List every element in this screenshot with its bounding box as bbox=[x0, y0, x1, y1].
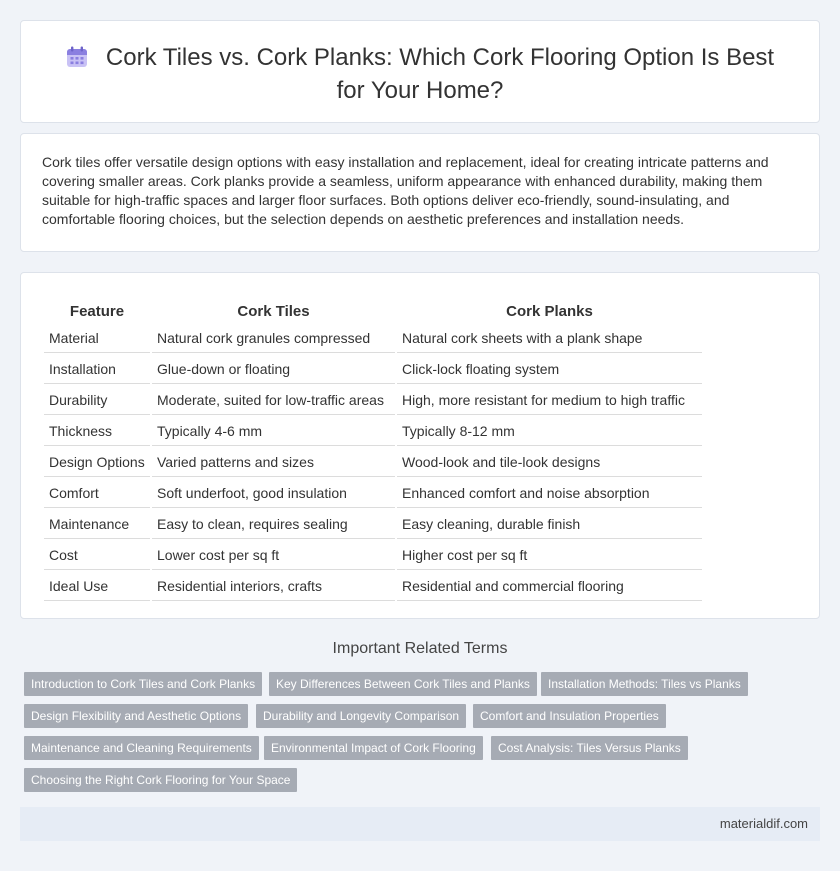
tag-maintenance[interactable]: Maintenance and Cleaning Requirements bbox=[24, 736, 259, 760]
footer-site[interactable]: materialdif.com bbox=[719, 816, 808, 831]
header-cork-tiles: Cork Tiles bbox=[237, 302, 310, 320]
feature-cell: Cost bbox=[44, 541, 150, 570]
table-row bbox=[44, 417, 702, 446]
related-terms-title: Important Related Terms bbox=[332, 640, 508, 657]
comparison-table bbox=[42, 295, 704, 603]
cork-tiles-cell: Moderate, suited for low-traffic areas bbox=[152, 386, 395, 415]
cork-planks-cell: Residential and commercial flooring bbox=[397, 572, 702, 601]
tag-introduction[interactable]: Introduction to Cork Tiles and Cork Planks bbox=[24, 672, 262, 696]
cork-planks-cell: High, more resistant for medium to high traffic bbox=[397, 386, 702, 415]
feature-cell: Ideal Use bbox=[44, 572, 150, 601]
table-row bbox=[44, 386, 702, 415]
feature-cell: Material bbox=[44, 324, 150, 353]
table-row bbox=[44, 479, 702, 508]
table-row bbox=[44, 355, 702, 384]
cork-planks-cell: Natural cork sheets with a plank shape bbox=[397, 324, 702, 353]
cork-tiles-cell: Glue-down or floating bbox=[152, 355, 395, 384]
table-row bbox=[44, 541, 702, 570]
cork-tiles-cell: Natural cork granules compressed bbox=[152, 324, 395, 353]
cork-tiles-cell: Typically 4-6 mm bbox=[152, 417, 395, 446]
tag-choosing[interactable]: Choosing the Right Cork Flooring for Your Space bbox=[24, 768, 297, 792]
tag-environmental-impact[interactable]: Environmental Impact of Cork Flooring bbox=[264, 736, 483, 760]
page-title-wrap bbox=[61, 43, 779, 106]
feature-cell: Durability bbox=[44, 386, 150, 415]
table-row bbox=[44, 510, 702, 539]
footer bbox=[20, 807, 820, 841]
feature-cell: Comfort bbox=[44, 479, 150, 508]
table-row bbox=[44, 572, 702, 601]
feature-cell: Maintenance bbox=[44, 510, 150, 539]
page-title: Cork Tiles vs. Cork Planks: Which Cork Flooring Option Is Best for Your Home? bbox=[105, 44, 775, 104]
summary-card bbox=[20, 133, 820, 252]
cork-planks-cell: Higher cost per sq ft bbox=[397, 541, 702, 570]
cork-tiles-cell: Varied patterns and sizes bbox=[152, 448, 395, 477]
feature-cell: Thickness bbox=[44, 417, 150, 446]
tag-cost-analysis[interactable]: Cost Analysis: Tiles Versus Planks bbox=[491, 736, 688, 760]
cork-planks-cell: Click-lock floating system bbox=[397, 355, 702, 384]
cork-planks-cell: Enhanced comfort and noise absorption bbox=[397, 479, 702, 508]
cork-tiles-cell: Soft underfoot, good insulation bbox=[152, 479, 395, 508]
tag-design-flexibility[interactable]: Design Flexibility and Aesthetic Options bbox=[24, 704, 248, 728]
feature-cell: Installation bbox=[44, 355, 150, 384]
table-header-row bbox=[44, 297, 702, 322]
cork-planks-cell: Typically 8-12 mm bbox=[397, 417, 702, 446]
cork-planks-cell: Wood-look and tile-look designs bbox=[397, 448, 702, 477]
table-row bbox=[44, 324, 702, 353]
comparison-table-card bbox=[20, 272, 820, 619]
cork-tiles-cell: Lower cost per sq ft bbox=[152, 541, 395, 570]
table-row bbox=[44, 448, 702, 477]
tag-installation-methods[interactable]: Installation Methods: Tiles vs Planks bbox=[541, 672, 748, 696]
header-cork-planks: Cork Planks bbox=[506, 302, 593, 320]
cork-tiles-cell: Residential interiors, crafts bbox=[152, 572, 395, 601]
header-feature: Feature bbox=[69, 302, 125, 320]
summary-text: Cork tiles offer versatile design options with easy installation and replacement, ideal for creating intricate patterns and covering smaller areas. Cork planks provide a seamless, uniform appearance with enhanced durability, making them suitable for high-traffic spaces and larger floor surfaces. Both options deliver eco-friendly, sound-insulating, and comfortable flooring choices, but the selection depends on aesthetic preferences and installation needs. bbox=[42, 154, 769, 227]
title-card bbox=[20, 20, 820, 123]
cork-planks-cell: Easy cleaning, durable finish bbox=[397, 510, 702, 539]
tag-comfort[interactable]: Comfort and Insulation Properties bbox=[473, 704, 666, 728]
tag-key-differences[interactable]: Key Differences Between Cork Tiles and Planks bbox=[269, 672, 537, 696]
calendar-icon bbox=[66, 46, 88, 76]
feature-cell: Design Options bbox=[44, 448, 150, 477]
cork-tiles-cell: Easy to clean, requires sealing bbox=[152, 510, 395, 539]
tag-durability[interactable]: Durability and Longevity Comparison bbox=[256, 704, 466, 728]
